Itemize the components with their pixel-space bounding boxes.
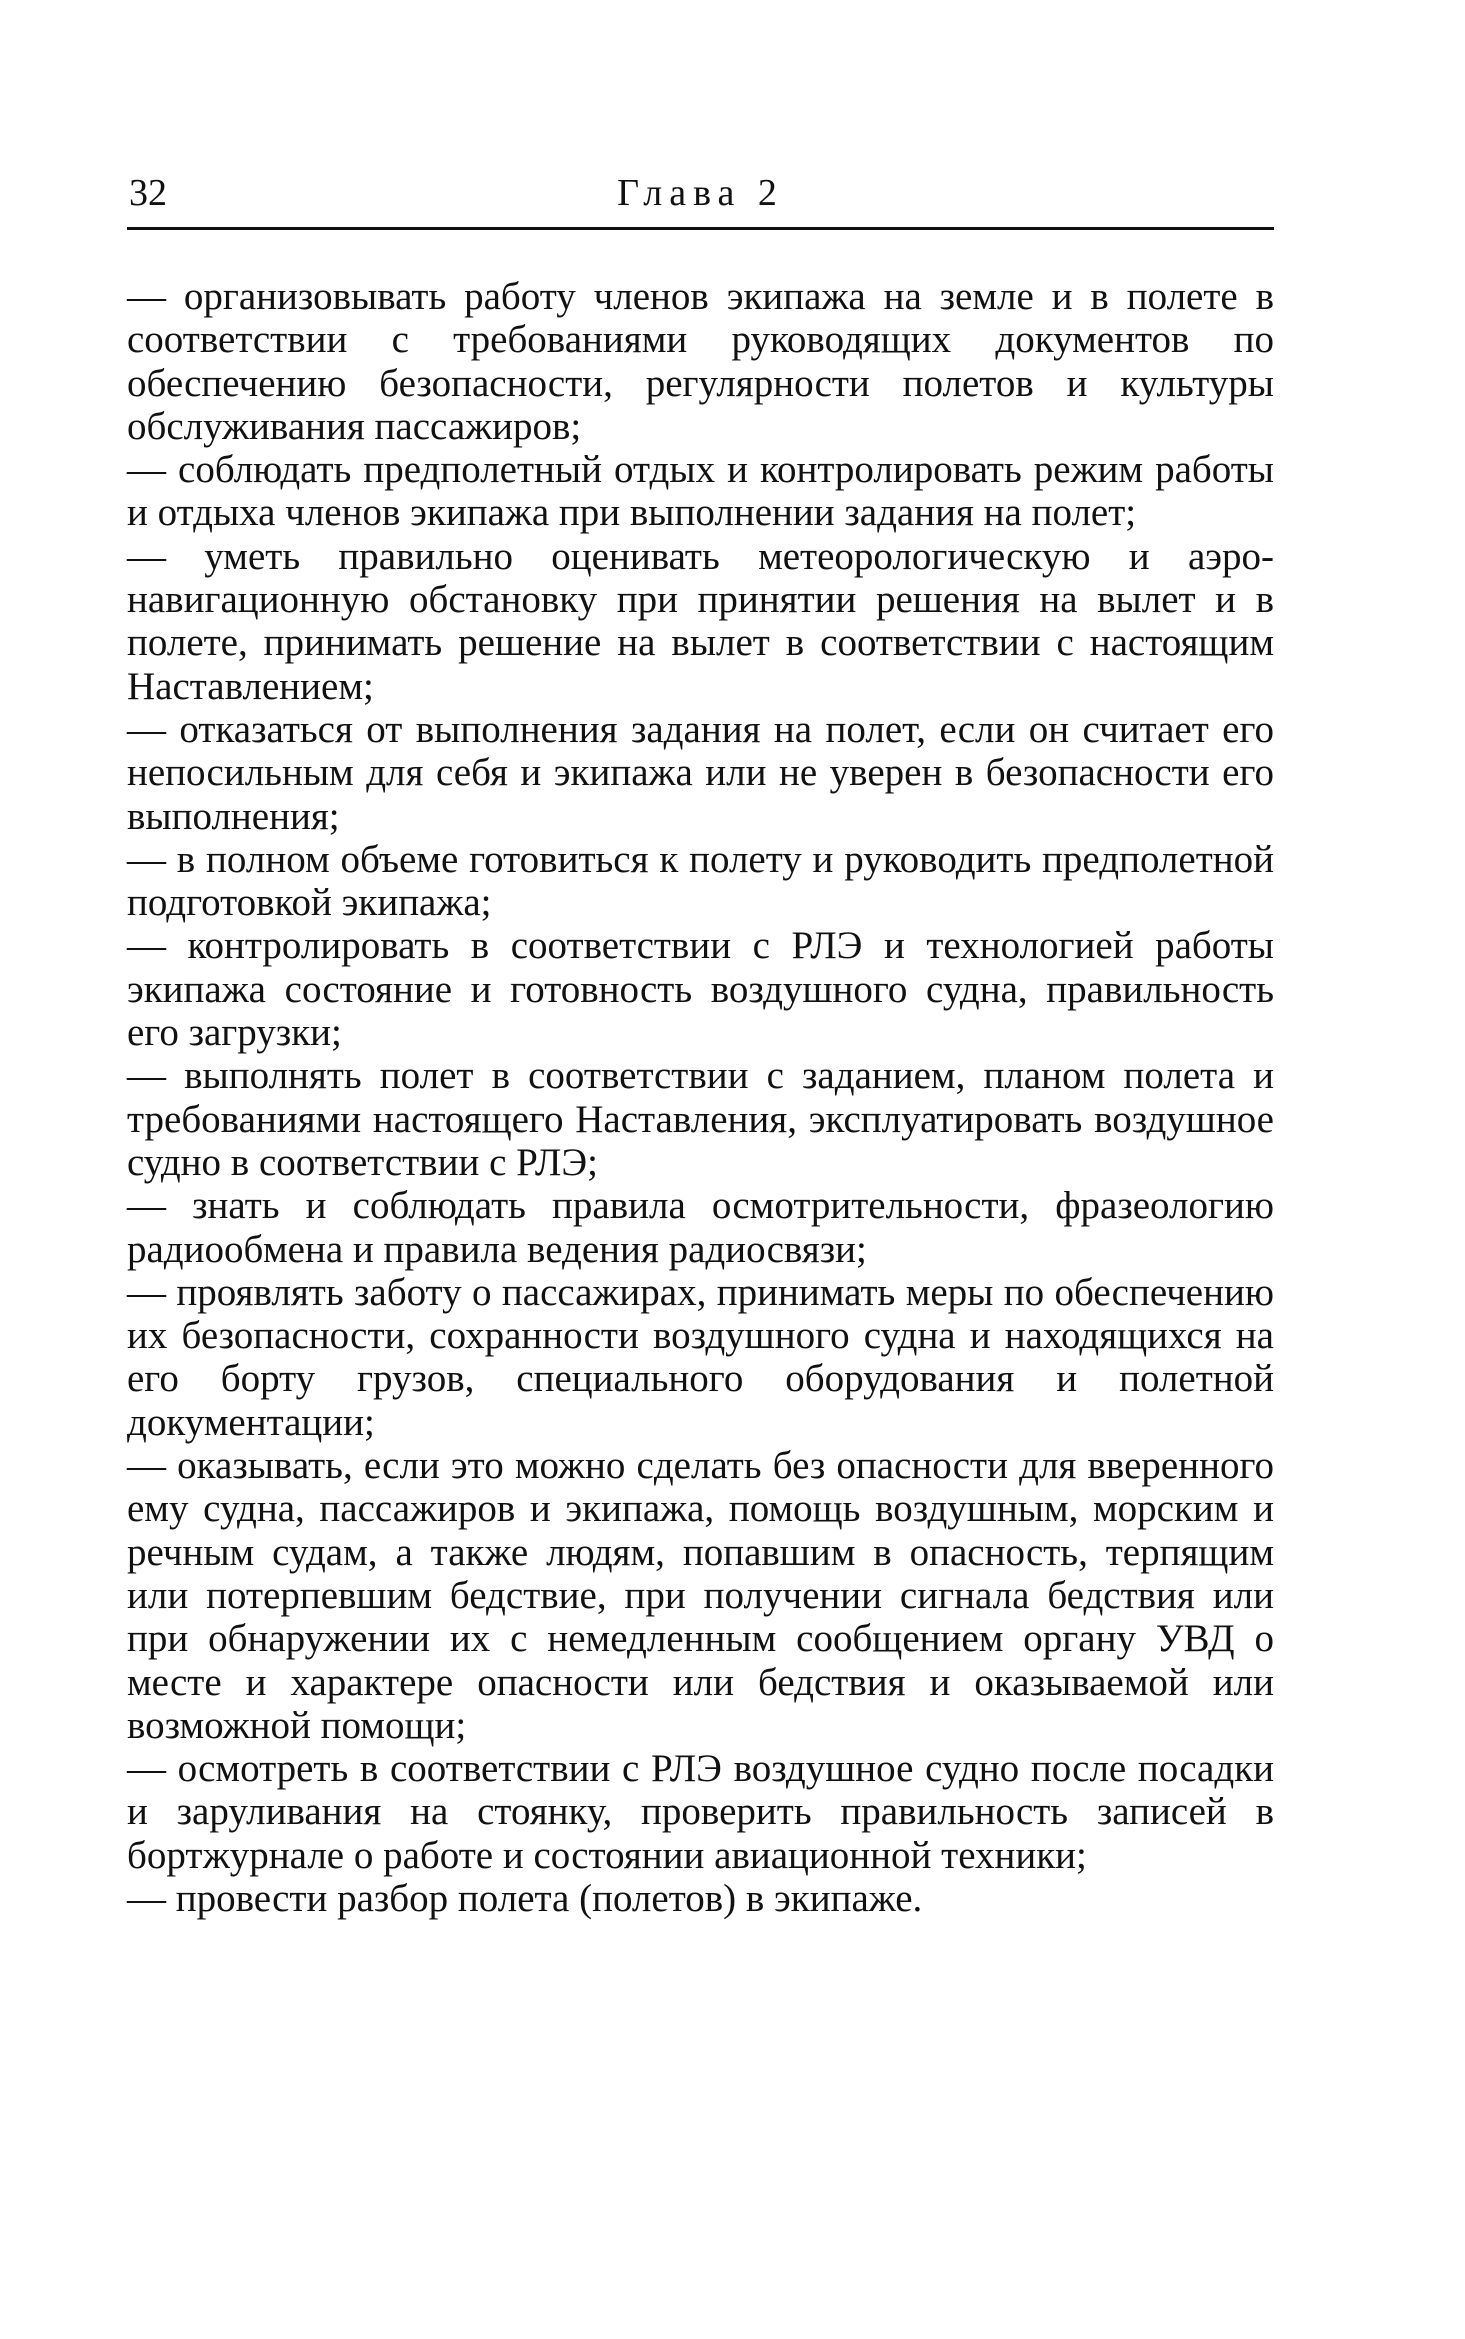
duty-item: — организовывать работу членов экипажа на земле и в полете в соответствии с требованиями руководящих документов по обеспечению безопасности, регулярности полетов и культуры обслуживания пассажиров; [127, 275, 1274, 448]
duties-list [127, 275, 1274, 1920]
running-head [127, 165, 1274, 225]
duty-item: — в полном объеме готовиться к полету и руководить предполетной подготовкой экипажа; [127, 837, 1274, 925]
header-rule [127, 227, 1274, 230]
chapter-title: Глава 2 [617, 172, 784, 214]
duty-item: — проявлять заботу о пассажирах, принимать меры по обеспечению их безопасности, сохранности воздушного судна и находящихся на его борту грузов, специального оборудования и полетной документации; [127, 1270, 1274, 1444]
duty-item: — уметь правильно оценивать метеорологическую и аэронавигационную обстановку при принятии решения на вылет и в полете, принимать решение на вылет в соответствии с настоящим Наставлением; [127, 534, 1274, 708]
duty-item: — осмотреть в соответствии с РЛЭ воздушное судно после посадки и заруливания на стоянку, проверить правильность записей в бортжурнале о работе и состоянии авиационной техники; [127, 1747, 1274, 1877]
duty-item: — оказывать, если это можно сделать без опасности для вверенного ему судна, пассажиров и экипажа, помощь воздушным, морским и речным судам, а также людям, попавшим в опасность, терпящим или потерпевшим бедствие, при получении сигнала бедствия или при обнаружении их с немедленным сообщением органу УВД о месте и характере опасности или бедствия и оказываемой или возможной помощи; [127, 1444, 1274, 1747]
duty-item: — соблюдать предполетный отдых и контролировать режим работы и отдыха членов экипажа при выполнении задания на полет; [127, 448, 1274, 535]
duty-item: — знать и соблюдать правила осмотрительности, фразеологию радиообмена и правила ведения радиосвязи; [127, 1184, 1274, 1271]
duty-item: — провести разбор полета (полетов) в экипаже. [127, 1876, 923, 1920]
duty-item: — отказаться от выполнения задания на полет, если он считает его непосильным для себя и экипажа или не уверен в безопасности его выполнения; [127, 707, 1274, 838]
page-number: 32 [129, 172, 167, 214]
duty-item: — контролировать в соответствии с РЛЭ и технологией работы экипажа состояние и готовность воздушного судна, правильность его загрузки; [127, 924, 1274, 1055]
duty-item: — выполнять полет в соответствии с заданием, планом полета и требованиями настоящего Наставления, эксплуатировать воздушное судно в соответствии с РЛЭ; [127, 1054, 1274, 1184]
